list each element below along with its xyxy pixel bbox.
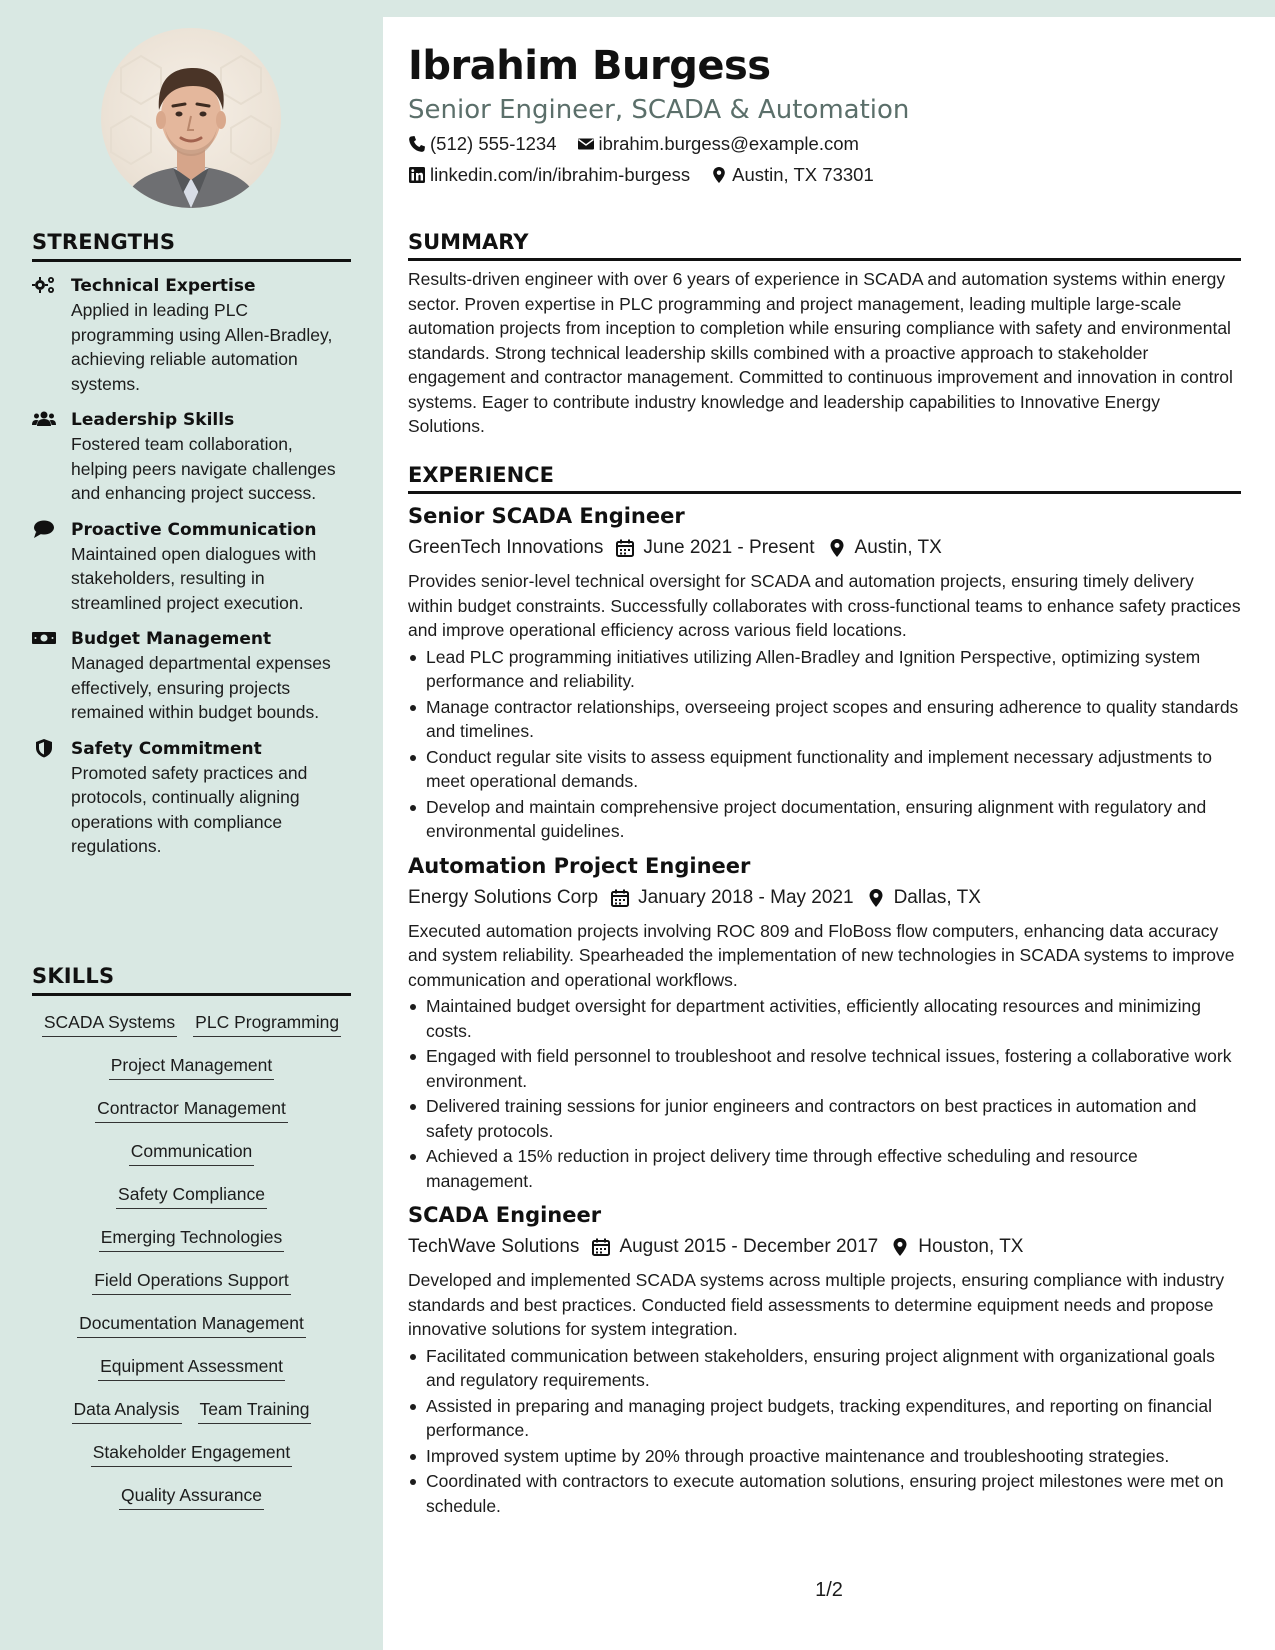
job-meta bbox=[408, 533, 1241, 563]
job-location: Houston, TX bbox=[918, 1236, 1024, 1257]
map-pin-icon bbox=[710, 166, 728, 184]
job-description: Provides senior-level technical oversight for SCADA and automation projects, ensuring timely delivery within budget constraints. Successfully collaborates with cross-functional teams to enhance safety practices and improve operational efficiency across various field locations. bbox=[408, 571, 1241, 640]
strength-title: Safety Commitment bbox=[71, 738, 262, 759]
phone-contact bbox=[408, 133, 557, 155]
strength-desc: Promoted safety practices and protocols, continually aligning operations with compliance regulations. bbox=[71, 762, 308, 856]
job-company: GreenTech Innovations bbox=[408, 537, 604, 558]
skill-tag: SCADA Systems bbox=[42, 1010, 177, 1037]
email-text: ibrahim.burgess@example.com bbox=[598, 133, 859, 154]
job-bullet: Improved system uptime by 20% through proactive maintenance and troubleshooting strategies. bbox=[408, 1444, 1241, 1469]
strength-desc: Maintained open dialogues with stakeholders, resulting in streamlined project execution. bbox=[71, 543, 317, 613]
job-title: SCADA Engineer bbox=[408, 1203, 602, 1227]
portrait-illustration bbox=[101, 28, 281, 208]
skill-tag: Quality Assurance bbox=[119, 1483, 264, 1510]
skill-tag: Stakeholder Engagement bbox=[91, 1440, 293, 1467]
skill-tag: Contractor Management bbox=[95, 1096, 288, 1123]
job-bullet: Conduct regular site visits to assess equipment functionality and implement necessary adjustments to meet operational demands. bbox=[408, 745, 1241, 794]
strengths-section bbox=[32, 230, 351, 859]
job-title: Senior SCADA Engineer bbox=[408, 504, 685, 528]
skills-heading: SKILLS bbox=[32, 964, 351, 996]
strength-item bbox=[32, 737, 351, 859]
strength-item bbox=[32, 627, 351, 725]
job-bullets bbox=[408, 994, 1241, 1193]
job-location: Austin, TX bbox=[854, 537, 942, 558]
skill-tag: PLC Programming bbox=[193, 1010, 341, 1037]
job-bullets bbox=[408, 1344, 1241, 1519]
skill-tag: Communication bbox=[129, 1139, 255, 1166]
job-description: Developed and implemented SCADA systems across multiple projects, ensuring compliance with industry standards and best practices. Conducted field assessments to determine equipment needs and propose innovative solutions for system integration. bbox=[408, 1270, 1225, 1339]
strength-item bbox=[32, 518, 351, 616]
strength-desc: Applied in leading PLC programming using Allen-Bradley, achieving reliable automation systems. bbox=[71, 300, 333, 394]
contact-row-2 bbox=[408, 164, 874, 186]
skill-tag: Data Analysis bbox=[72, 1397, 182, 1424]
job-entry bbox=[408, 1200, 1241, 1518]
job-company: TechWave Solutions bbox=[408, 1236, 580, 1257]
skill-tag: Safety Compliance bbox=[116, 1182, 267, 1209]
sidebar bbox=[0, 0, 383, 1650]
contact-row-1 bbox=[408, 133, 859, 155]
location-text: Austin, TX 73301 bbox=[732, 164, 874, 185]
job-bullet: Delivered training sessions for junior engineers and contractors on best practices in automation and safety protocols. bbox=[408, 1094, 1241, 1143]
experience-section bbox=[408, 463, 1241, 1519]
job-dates: January 2018 - May 2021 bbox=[638, 886, 854, 908]
speech-bubble-icon bbox=[32, 519, 56, 539]
job-bullet: Coordinated with contractors to execute automation solutions, ensuring project milestones were met on schedule. bbox=[408, 1469, 1241, 1518]
skill-tag: Team Training bbox=[198, 1397, 312, 1424]
phone-text: (512) 555-1234 bbox=[430, 133, 557, 154]
strength-item bbox=[32, 274, 351, 396]
strength-desc: Fostered team collaboration, helping peers navigate challenges and enhancing project success. bbox=[71, 434, 336, 503]
job-bullet: Assisted in preparing and managing project budgets, tracking expenditures, and reporting on financial performance. bbox=[408, 1394, 1241, 1443]
envelope-icon bbox=[577, 135, 595, 153]
gears-icon bbox=[32, 275, 56, 295]
summary-section bbox=[408, 230, 1241, 439]
linkedin-text: linkedin.com/in/ibrahim-burgess bbox=[430, 164, 691, 185]
summary-text: Results-driven engineer with over 6 years of experience in SCADA and automation systems within energy sector. Proven expertise in PLC programming and project management, leading multiple large-scale automation projects from inception to completion while ensuring compliance with safety and environmental standards. Strong technical leadership skills combined with a proactive approach to stakeholder engagement and contractor management. Committed to continuous improvement and innovation in control systems. Eager to contribute industry knowledge and leadership capabilities to Innovative Energy Solutions. bbox=[408, 269, 1233, 436]
strength-title: Technical Expertise bbox=[71, 276, 256, 296]
job-bullet: Lead PLC programming initiatives utilizing Allen-Bradley and Ignition Perspective, optimizing system performance and reliability. bbox=[408, 645, 1241, 694]
strength-item bbox=[32, 408, 351, 506]
calendar-icon bbox=[610, 888, 630, 908]
job-meta bbox=[408, 1232, 1241, 1262]
summary-heading: SUMMARY bbox=[408, 230, 1241, 261]
strength-title: Leadership Skills bbox=[71, 410, 235, 430]
job-entry bbox=[408, 501, 1241, 844]
job-location: Dallas, TX bbox=[893, 886, 981, 908]
candidate-headline: Senior Engineer, SCADA & Automation bbox=[408, 95, 910, 125]
strengths-heading: STRENGTHS bbox=[32, 230, 351, 262]
page-number: 1/2 bbox=[815, 1579, 843, 1601]
calendar-icon bbox=[615, 538, 635, 558]
map-pin-icon bbox=[890, 1237, 910, 1257]
profile-photo bbox=[101, 28, 281, 208]
shield-icon bbox=[32, 738, 56, 758]
main-column bbox=[383, 17, 1275, 1650]
job-bullet: Facilitated communication between stakeholders, ensuring project alignment with organizational goals and regulatory requirements. bbox=[408, 1344, 1241, 1393]
users-icon bbox=[32, 409, 56, 429]
job-bullet: Achieved a 15% reduction in project delivery time through effective scheduling and resource management. bbox=[408, 1144, 1241, 1193]
strength-title: Budget Management bbox=[71, 629, 272, 649]
map-pin-icon bbox=[827, 538, 847, 558]
job-entry bbox=[408, 851, 1241, 1194]
location-contact bbox=[710, 164, 874, 186]
job-bullets bbox=[408, 645, 1241, 844]
job-dates: June 2021 - Present bbox=[643, 537, 815, 558]
linkedin-contact[interactable] bbox=[408, 164, 690, 186]
email-contact[interactable] bbox=[577, 133, 859, 155]
linkedin-icon bbox=[408, 166, 426, 184]
calendar-icon bbox=[591, 1237, 611, 1257]
job-bullet: Maintained budget oversight for department activities, efficiently allocating resources and minimizing costs. bbox=[408, 994, 1241, 1043]
skills-list bbox=[32, 996, 351, 1510]
skill-tag: Project Management bbox=[109, 1053, 274, 1080]
skill-tag: Emerging Technologies bbox=[99, 1225, 285, 1252]
skill-tag: Field Operations Support bbox=[92, 1268, 291, 1295]
job-bullet: Manage contractor relationships, overseeing project scopes and ensuring adherence to quality standards and timelines. bbox=[408, 695, 1241, 744]
money-bill-icon bbox=[32, 628, 56, 648]
skill-tag: Equipment Assessment bbox=[98, 1354, 285, 1381]
experience-heading: EXPERIENCE bbox=[408, 463, 1241, 494]
job-bullet: Engaged with field personnel to troubleshoot and resolve technical issues, fostering a collaborative work environment. bbox=[408, 1044, 1241, 1093]
candidate-name: Ibrahim Burgess bbox=[408, 43, 771, 89]
map-pin-icon bbox=[866, 888, 886, 908]
strength-desc: Managed departmental expenses effectively, ensuring projects remained within budget bounds. bbox=[71, 653, 331, 722]
job-title: Automation Project Engineer bbox=[408, 853, 751, 878]
job-meta bbox=[408, 883, 1241, 913]
skill-tag: Documentation Management bbox=[77, 1311, 306, 1338]
job-bullet: Develop and maintain comprehensive project documentation, ensuring alignment with regulatory and environmental guidelines. bbox=[408, 795, 1241, 844]
strength-title: Proactive Communication bbox=[71, 519, 317, 540]
job-description: Executed automation projects involving ROC 809 and FloBoss flow computers, enhancing data accuracy and system reliability. Spearheaded the implementation of new technologies in SCADA systems to improve communication and operational workflows. bbox=[408, 920, 1235, 990]
phone-icon bbox=[408, 135, 426, 153]
job-dates: August 2015 - December 2017 bbox=[619, 1236, 879, 1257]
skills-section bbox=[32, 964, 351, 1526]
job-company: Energy Solutions Corp bbox=[408, 886, 599, 908]
